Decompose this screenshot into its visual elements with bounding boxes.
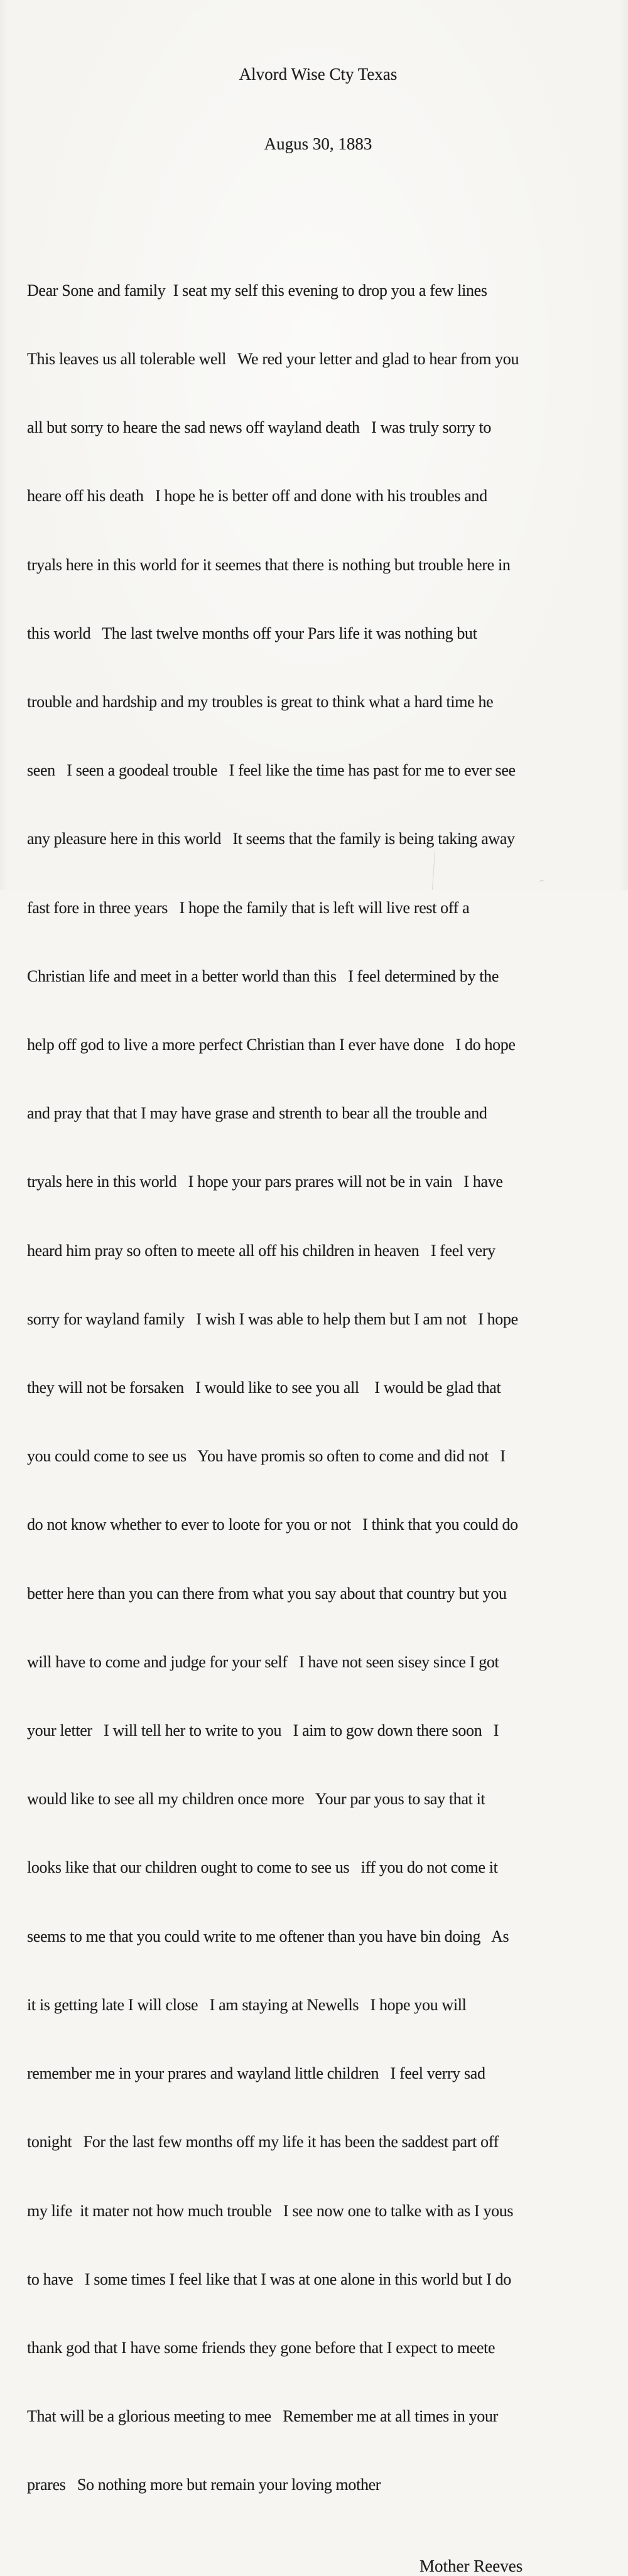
letter-line: Christian life and meet in a better world than this I feel determined by the bbox=[27, 966, 499, 985]
letter-line: thank god that I have some friends they gone before that I expect to meete bbox=[27, 2338, 495, 2357]
letter-line: tryals here in this world I hope your pars prares will not be in vain I have bbox=[27, 1172, 503, 1191]
letter-line: heard him pray so often to meete all off his children in heaven I feel very bbox=[27, 1241, 495, 1260]
letter-line: your letter I will tell her to write to you I aim to gow down there soon I bbox=[27, 1721, 499, 1740]
letter-line: looks like that our children ought to come to see us iff you do not come it bbox=[27, 1858, 498, 1877]
letter-line: this world The last twelve months off your Pars life it was nothing but bbox=[27, 624, 477, 642]
scan-speck-artifact bbox=[539, 880, 545, 884]
letter-line: sorry for wayland family I wish I was able to help them but I am not I hope bbox=[27, 1309, 518, 1328]
letter-line: you could come to see us You have promis so often to come and did not I bbox=[27, 1447, 506, 1466]
letter-line: prares So nothing more but remain your loving mother bbox=[27, 2476, 381, 2494]
letter-line: seems to me that you could write to me oftener than you have bin doing As bbox=[27, 1927, 509, 1946]
letter-line: remember me in your prares and wayland little children I feel verry sad bbox=[27, 2064, 485, 2083]
letter-line: tonight For the last few months off my life it has been the saddest part off bbox=[27, 2133, 499, 2151]
letter-body bbox=[27, 234, 609, 2543]
letter-line: my life it mater not how much trouble I see now one to talke with as I yous bbox=[27, 2201, 514, 2220]
letter-line: fast fore in three years I hope the family that is left will live rest off a bbox=[27, 898, 470, 917]
letter-place: Alvord Wise Cty Texas bbox=[239, 65, 398, 84]
letter-heading bbox=[27, 16, 609, 202]
letter-line: help off god to live a more perfect Christian than I ever have done I do hope bbox=[27, 1036, 516, 1054]
letter-line: any pleasure here in this world It seems that the family is being taking away bbox=[27, 830, 515, 848]
letter-line: Dear Sone and family I seat my self this evening to drop you a few lines bbox=[27, 281, 487, 300]
letter-line: better here than you can there from what you say about that country but you bbox=[27, 1584, 507, 1603]
letter-date: Augus 30, 1883 bbox=[264, 134, 372, 153]
letter-line: they will not be forsaken I would like to see you all I would be glad that bbox=[27, 1378, 501, 1397]
letter-line: would like to see all my children once more Your par yous to say that it bbox=[27, 1790, 485, 1809]
letter-line: will have to come and judge for your self I have not seen sisey since I got bbox=[27, 1652, 499, 1671]
letter-line: This leaves us all tolerable well We red your letter and glad to hear from you bbox=[27, 350, 519, 369]
letter-line: That will be a glorious meeting to mee Remember me at all times in your bbox=[27, 2407, 498, 2426]
letter-line: heare off his death I hope he is better off and done with his troubles and bbox=[27, 487, 487, 506]
letter-line: to have I some times I feel like that I was at one alone in this world but I do bbox=[27, 2270, 511, 2288]
letter-line: all but sorry to heare the sad news off wayland death I was truly sorry to bbox=[27, 418, 491, 437]
letter-line: tryals here in this world for it seemes that there is nothing but trouble here in bbox=[27, 555, 511, 574]
letter-line: seen I seen a goodeal trouble I feel like the time has past for me to ever see bbox=[27, 761, 516, 780]
letter-line: do not know whether to ever to loote for you or not I think that you could do bbox=[27, 1515, 518, 1534]
letter-signature: Mother Reeves bbox=[420, 2556, 523, 2575]
letter-line: it is getting late I will close I am staying at Newells I hope you will bbox=[27, 1995, 467, 2014]
letter-line: and pray that that I may have grase and strenth to bear all the trouble and bbox=[27, 1104, 487, 1123]
letter-line: trouble and hardship and my troubles is great to think what a hard time he bbox=[27, 693, 494, 712]
